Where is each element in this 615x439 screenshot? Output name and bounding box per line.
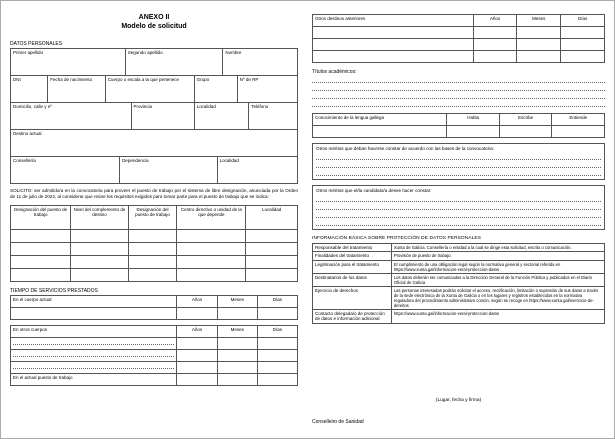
header-dias: Días (258, 296, 298, 308)
blank-cell (177, 350, 217, 362)
header-habla: Habla (447, 114, 500, 126)
blank-cell (552, 126, 605, 138)
table-row (11, 350, 298, 362)
dotted-line (13, 339, 174, 345)
blank-cell (246, 243, 298, 256)
dotted-line (316, 153, 601, 160)
left-column (10, 10, 298, 429)
dotted-line (13, 351, 174, 357)
cell-segundo-apellido: Segundo apellido (126, 49, 224, 76)
table-row (313, 244, 605, 252)
dotted-line (312, 84, 605, 91)
table-row (313, 252, 605, 260)
header-entiende: Entiende (552, 114, 605, 126)
right-column (312, 10, 605, 429)
lengua-gallega-table (312, 113, 605, 138)
blank-cell (246, 269, 298, 282)
table-row (11, 308, 298, 320)
blank-cell (177, 243, 246, 256)
cell-destino-actual: Destino actual (11, 130, 298, 157)
blank-cell (258, 308, 298, 320)
titulos-write-area (312, 76, 605, 108)
blank-cell (313, 51, 474, 63)
info-row-value: El cumplimiento de una obligación legal según la normativa general y sectorial referida en https://www.xunta.gal/informacion-xeral-proteccion-datos (392, 261, 605, 274)
table-row (313, 27, 605, 39)
info-row-value: https://www.xunta.gal/informacion-xeral-proteccion-datos (392, 310, 605, 324)
info-row-value: Xunta de Galicia. Consellería o entidad a la cual se dirige esta solicitud, escrito o comunicación. (392, 244, 605, 252)
dotted-write-cell (11, 362, 177, 374)
cell-en-cuerpo-actual: En el cuerpo actual (11, 296, 177, 308)
cell-dni: DNI (11, 76, 48, 103)
blank-cell (218, 362, 258, 374)
cell-conocimiento-lengua: Conocimiento de la lengua gallega (313, 114, 447, 126)
info-row-value: Los datos deberán ser comunicados a la Dirección General de la Función Pública y publicados en el Diario Oficial de Galicia (392, 274, 605, 287)
blank-cell (246, 256, 298, 269)
blank-cell (313, 39, 474, 51)
info-row-value: Las personas interesadas podrán solicitar el acceso, rectificación, limitación o supresión de sus datos a través de la sede electrónica de la Xunta de Galicia o en los lugares y registros establecidos en la normativa reguladora del procedimiento administrativo común, según se recoge en https://www.xunta.gal/exercicio-de-dereitos (392, 287, 605, 310)
cell-primer-apellido: Primer apellido (11, 49, 126, 76)
cell-telefono: Teléfono (249, 103, 298, 130)
datos-personales-heading: DATOS PERSONALES (10, 40, 63, 47)
table-row (11, 130, 298, 157)
blank-cell (218, 338, 258, 350)
info-row-label: Finalidades del tratamiento (313, 252, 392, 260)
cell-nombre: Nombre (223, 49, 298, 76)
cell-dependencia: Dependencia (120, 157, 218, 184)
blank-cell (517, 27, 561, 39)
dotted-write-cell (11, 338, 177, 350)
cell-grupo: Grupo (195, 76, 238, 103)
blank-cell (258, 350, 298, 362)
table-row (11, 157, 298, 184)
header-dias: Días (258, 326, 298, 338)
blank-cell (258, 374, 298, 386)
blank-cell (517, 51, 561, 63)
table-row (313, 51, 605, 63)
blank-cell (129, 269, 178, 282)
header-anos: Años (177, 326, 217, 338)
cuerpo-actual-table (10, 295, 298, 320)
blank-cell (11, 243, 71, 256)
table-row (11, 269, 298, 282)
blank-cell (129, 243, 178, 256)
blank-cell (500, 126, 553, 138)
table-header-row (11, 326, 298, 338)
info-row-label: Legitimación para el tratamiento (313, 261, 392, 274)
table-row (11, 374, 298, 386)
cell-localidad: Localidad (195, 103, 250, 130)
destinatario-conselleiro: Conselleiro de Sanidad (312, 419, 364, 425)
header-meses: Meses (218, 326, 258, 338)
blank-cell (71, 256, 128, 269)
titulos-academicos-label: Títulos académicos: (312, 69, 357, 75)
dotted-line (13, 363, 174, 369)
dotted-line (316, 161, 601, 168)
blank-cell (218, 350, 258, 362)
blank-cell (246, 230, 298, 243)
blank-cell (561, 39, 605, 51)
table-header-row (11, 296, 298, 308)
dotted-line (312, 92, 605, 99)
table-row (313, 310, 605, 324)
cell-fecha-nacimiento: Fecha de nacimiento (48, 76, 105, 103)
table-row (11, 243, 298, 256)
blank-cell (177, 362, 217, 374)
table-row (11, 103, 298, 130)
dotted-write-cell (11, 350, 177, 362)
blank-cell (11, 269, 71, 282)
otros-cuerpos-table (10, 325, 298, 386)
dotted-line (312, 100, 605, 107)
meritos-bases-label: Otros méritos que deban hacerse constar de acuerdo con las bases de la convocatoria: (316, 146, 494, 151)
info-row-label: Contacto delegada/o de protección de datos e información adicional (313, 310, 392, 324)
table-row (11, 338, 298, 350)
dotted-line (316, 169, 601, 176)
meritos-candidato-box (312, 185, 605, 230)
table-row (11, 362, 298, 374)
cell-cuerpo-escala: Cuerpo o escala a la que pertenece (106, 76, 195, 103)
table-row (313, 287, 605, 310)
blank-cell (129, 230, 178, 243)
header-designacion-puesto: Designación del puesto de trabajo (11, 206, 71, 230)
lugar-fecha-firma: (Lugar, fecha y firma) (435, 398, 482, 403)
header-centro-directivo: Centro directivo o unidad de la que depende (177, 206, 246, 230)
cell-en-otros-cuerpos: En otros cuerpos (11, 326, 177, 338)
title-anexo: ANEXO II (138, 14, 170, 21)
table-row (11, 76, 298, 103)
blank-cell (474, 27, 518, 39)
proteccion-datos-table (312, 243, 605, 324)
blank-cell (129, 256, 178, 269)
dotted-line (316, 195, 601, 202)
dotted-line (312, 76, 605, 83)
blank-cell (177, 374, 217, 386)
solicito-paragraph: SOLICITO: ser admitido/a en la convocatoria para proveer el puesto de trabajo por el sistema de libre designación, anunciada por la Orden de 11 de julio de 2022, al considerar que reúne los requisitos exigidos para tomar parte para el puesto de trabajo que se indica: (10, 187, 299, 199)
blank-cell (517, 39, 561, 51)
header-designacion-puesto-2: Designación del puesto de trabajo (129, 206, 178, 230)
blank-cell (313, 27, 474, 39)
header-meses: Meses (218, 296, 258, 308)
blank-cell (561, 51, 605, 63)
table-row (11, 256, 298, 269)
blank-cell (177, 338, 217, 350)
table-row (11, 230, 298, 243)
table-row (313, 39, 605, 51)
datos-personales-table (10, 48, 298, 184)
cell-conselleria: Consellería (11, 157, 120, 184)
blank-cell (177, 230, 246, 243)
meritos-candidato-label: Otros méritos que el/la candidato/a desee hacer constar: (316, 188, 432, 193)
header-anos: Años (177, 296, 217, 308)
table-header-row (313, 114, 605, 126)
blank-cell (258, 362, 298, 374)
meritos-bases-box (312, 143, 605, 180)
cell-domicilio: Domicilio, calle y nº (11, 103, 132, 130)
blank-cell (71, 269, 128, 282)
info-row-value: Provisión de puesto de trabajo. (392, 252, 605, 260)
dotted-line (316, 203, 601, 210)
dotted-line (316, 219, 601, 226)
header-dias: Días (561, 15, 605, 27)
blank-cell (218, 308, 258, 320)
table-row (11, 49, 298, 76)
header-localidad: Localidad (246, 206, 298, 230)
puestos-table (10, 205, 298, 282)
blank-cell (177, 269, 246, 282)
form-title (10, 13, 298, 32)
blank-cell (474, 51, 518, 63)
cell-numero-rp: Nº de RP (238, 76, 298, 103)
header-meses: Meses (517, 15, 561, 27)
title-modelo-solicitud: Modelo de solicitud (121, 23, 187, 31)
blank-cell (313, 126, 447, 138)
table-row (313, 126, 605, 138)
cell-otros-destinos: Otros destinos anteriores (313, 15, 474, 27)
blank-cell (218, 374, 258, 386)
info-row-label: Responsable del tratamiento (313, 244, 392, 252)
blank-cell (11, 308, 177, 320)
info-row-label: Ejercicio de derechos (313, 287, 392, 310)
blank-cell (177, 256, 246, 269)
header-anos: Años (474, 15, 518, 27)
info-row-label: Destinatarios de los datos (313, 274, 392, 287)
blank-cell (561, 27, 605, 39)
cell-actual-puesto-trabajo: En el actual puesto de trabajo (11, 374, 177, 386)
dotted-line (316, 211, 601, 218)
blank-cell (474, 39, 518, 51)
blank-cell (447, 126, 500, 138)
header-nivel-complemento: Nivel del complemento de destino (71, 206, 128, 230)
cell-provincia: Provincia (132, 103, 195, 130)
proteccion-datos-heading: INFORMACIÓN BÁSICA SOBRE PROTECCIÓN DE DATOS PERSONALES (312, 236, 481, 241)
blank-cell (71, 243, 128, 256)
cell-localidad-2: Localidad (218, 157, 298, 184)
table-row (313, 261, 605, 274)
blank-cell (11, 230, 71, 243)
blank-cell (177, 308, 217, 320)
table-header-row (11, 206, 298, 230)
otros-destinos-table (312, 14, 605, 63)
tiempo-servicios-heading: TIEMPO DE SERVICIOS PRESTADOS (10, 287, 98, 294)
blank-cell (11, 256, 71, 269)
table-row (313, 274, 605, 287)
blank-cell (258, 338, 298, 350)
table-header-row (313, 15, 605, 27)
blank-cell (71, 230, 128, 243)
header-escribe: Escribe (500, 114, 553, 126)
